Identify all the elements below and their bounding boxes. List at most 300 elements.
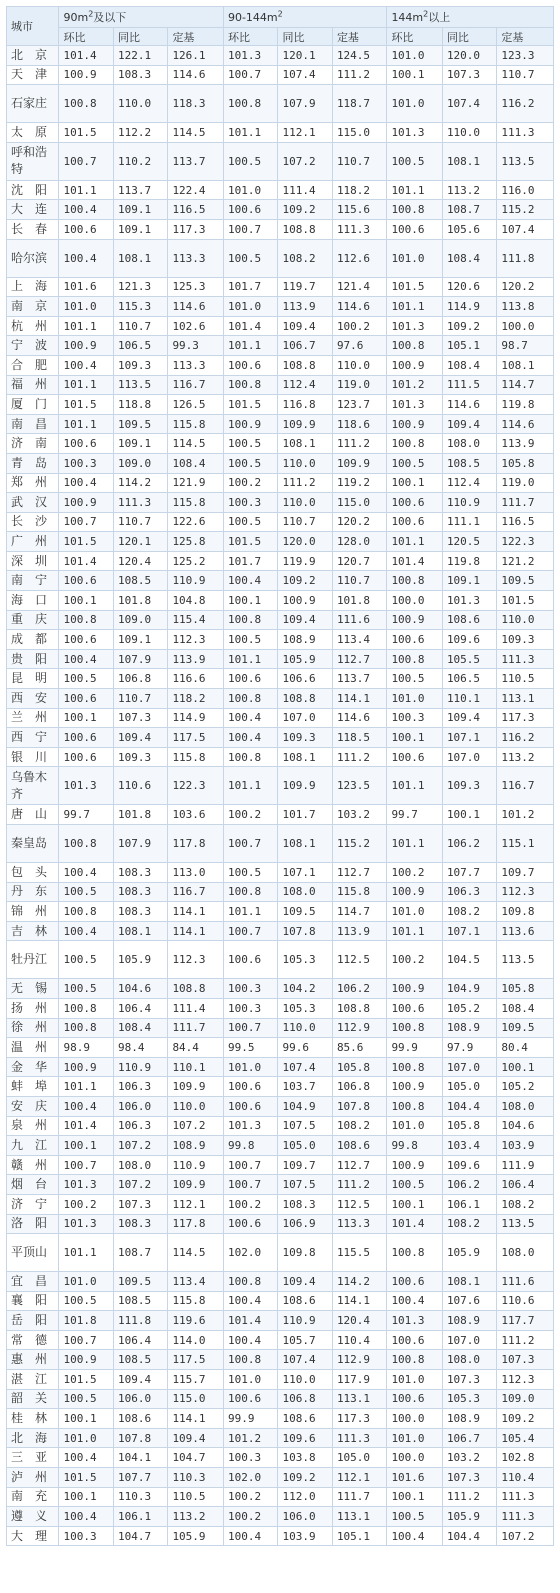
value-cell: 103.8 bbox=[278, 1448, 332, 1468]
value-cell: 100.6 bbox=[387, 1389, 443, 1409]
value-cell: 108.3 bbox=[113, 902, 167, 922]
value-cell: 107.3 bbox=[442, 1468, 496, 1488]
value-cell: 107.8 bbox=[332, 1096, 387, 1116]
value-cell: 107.1 bbox=[442, 921, 496, 941]
value-cell: 116.5 bbox=[168, 200, 224, 220]
value-cell: 100.5 bbox=[59, 1291, 113, 1311]
value-cell: 105.4 bbox=[497, 1428, 554, 1448]
value-cell: 108.0 bbox=[278, 882, 332, 902]
value-cell: 97.6 bbox=[332, 336, 387, 356]
value-cell: 109.5 bbox=[497, 1018, 554, 1038]
value-cell: 106.3 bbox=[442, 882, 496, 902]
table-row bbox=[7, 512, 554, 532]
value-cell: 100.9 bbox=[387, 882, 443, 902]
table-row bbox=[7, 1057, 554, 1077]
city-cell: 哈尔滨 bbox=[7, 239, 59, 277]
value-cell: 101.0 bbox=[387, 1428, 443, 1448]
table-row bbox=[7, 277, 554, 297]
value-cell: 124.5 bbox=[332, 46, 387, 66]
value-cell: 101.1 bbox=[387, 297, 443, 317]
value-cell: 101.3 bbox=[387, 316, 443, 336]
value-cell: 112.9 bbox=[332, 1350, 387, 1370]
value-cell: 111.9 bbox=[497, 1155, 554, 1175]
value-cell: 113.5 bbox=[497, 142, 554, 180]
value-cell: 100.6 bbox=[223, 355, 277, 375]
city-cell: 大 理 bbox=[7, 1526, 59, 1546]
city-cell: 大 连 bbox=[7, 200, 59, 220]
value-cell: 120.2 bbox=[497, 277, 554, 297]
value-cell: 113.1 bbox=[332, 1507, 387, 1527]
value-cell: 99.9 bbox=[387, 1038, 443, 1058]
value-cell: 121.3 bbox=[113, 277, 167, 297]
value-cell: 108.3 bbox=[113, 1214, 167, 1234]
value-cell: 107.4 bbox=[442, 85, 496, 123]
value-cell: 108.7 bbox=[113, 1234, 167, 1272]
header-base: 定基 bbox=[332, 28, 387, 46]
table-row bbox=[7, 1234, 554, 1272]
value-cell: 110.0 bbox=[278, 1370, 332, 1390]
value-cell: 100.4 bbox=[59, 1448, 113, 1468]
value-cell: 101.0 bbox=[59, 297, 113, 317]
value-cell: 101.1 bbox=[59, 1077, 113, 1097]
value-cell: 101.4 bbox=[387, 1214, 443, 1234]
value-cell: 114.1 bbox=[168, 1409, 224, 1429]
value-cell: 114.7 bbox=[497, 375, 554, 395]
table-row bbox=[7, 1272, 554, 1292]
value-cell: 106.4 bbox=[113, 998, 167, 1018]
value-cell: 112.7 bbox=[332, 649, 387, 669]
value-cell: 115.0 bbox=[332, 123, 387, 143]
header-yoy: 同比 bbox=[442, 28, 496, 46]
city-cell: 天 津 bbox=[7, 65, 59, 85]
value-cell: 115.6 bbox=[332, 200, 387, 220]
value-cell: 108.9 bbox=[442, 1409, 496, 1429]
value-cell: 111.7 bbox=[497, 493, 554, 513]
value-cell: 101.6 bbox=[59, 277, 113, 297]
value-cell: 100.8 bbox=[387, 1350, 443, 1370]
value-cell: 115.8 bbox=[168, 747, 224, 767]
value-cell: 113.9 bbox=[332, 921, 387, 941]
value-cell: 100.6 bbox=[59, 747, 113, 767]
value-cell: 100.6 bbox=[223, 1096, 277, 1116]
value-cell: 107.9 bbox=[113, 825, 167, 863]
value-cell: 100.9 bbox=[223, 414, 277, 434]
table-row bbox=[7, 1428, 554, 1448]
value-cell: 101.7 bbox=[223, 277, 277, 297]
value-cell: 84.4 bbox=[168, 1038, 224, 1058]
table-row bbox=[7, 708, 554, 728]
value-cell: 100.3 bbox=[387, 708, 443, 728]
header-yoy: 同比 bbox=[278, 28, 332, 46]
value-cell: 109.0 bbox=[113, 453, 167, 473]
value-cell: 108.5 bbox=[113, 1350, 167, 1370]
value-cell: 110.9 bbox=[442, 493, 496, 513]
value-cell: 100.4 bbox=[387, 1526, 443, 1546]
value-cell: 117.9 bbox=[332, 1370, 387, 1390]
value-cell: 101.3 bbox=[387, 123, 443, 143]
value-cell: 108.9 bbox=[442, 1018, 496, 1038]
value-cell: 100.5 bbox=[59, 1389, 113, 1409]
value-cell: 100.7 bbox=[59, 512, 113, 532]
city-cell: 福 州 bbox=[7, 375, 59, 395]
value-cell: 116.2 bbox=[497, 85, 554, 123]
value-cell: 100.8 bbox=[387, 1018, 443, 1038]
value-cell: 100.1 bbox=[387, 1487, 443, 1507]
value-cell: 109.2 bbox=[497, 1409, 554, 1429]
value-cell: 100.8 bbox=[387, 336, 443, 356]
table-row bbox=[7, 1507, 554, 1527]
value-cell: 100.2 bbox=[223, 805, 277, 825]
value-cell: 100.6 bbox=[59, 571, 113, 591]
value-cell: 118.2 bbox=[332, 180, 387, 200]
value-cell: 112.3 bbox=[497, 1370, 554, 1390]
value-cell: 110.0 bbox=[442, 123, 496, 143]
value-cell: 105.0 bbox=[332, 1448, 387, 1468]
value-cell: 101.3 bbox=[387, 1311, 443, 1331]
value-cell: 117.3 bbox=[497, 708, 554, 728]
value-cell: 100.5 bbox=[223, 863, 277, 883]
header-city: 城市 bbox=[7, 7, 59, 46]
value-cell: 103.9 bbox=[497, 1136, 554, 1156]
value-cell: 101.1 bbox=[387, 767, 443, 805]
value-cell: 104.5 bbox=[442, 941, 496, 979]
value-cell: 105.0 bbox=[442, 1077, 496, 1097]
table-row bbox=[7, 649, 554, 669]
value-cell: 107.1 bbox=[442, 728, 496, 748]
value-cell: 115.2 bbox=[497, 200, 554, 220]
value-cell: 101.5 bbox=[59, 1370, 113, 1390]
value-cell: 100.3 bbox=[59, 1526, 113, 1546]
value-cell: 100.5 bbox=[387, 453, 443, 473]
value-cell: 109.2 bbox=[278, 571, 332, 591]
value-cell: 112.9 bbox=[332, 1018, 387, 1038]
value-cell: 122.3 bbox=[497, 532, 554, 552]
table-row bbox=[7, 1389, 554, 1409]
city-cell: 锦 州 bbox=[7, 902, 59, 922]
city-cell: 乌鲁木齐 bbox=[7, 767, 59, 805]
value-cell: 100.8 bbox=[387, 200, 443, 220]
value-cell: 100.1 bbox=[59, 1136, 113, 1156]
table-row bbox=[7, 1448, 554, 1468]
value-cell: 115.1 bbox=[497, 825, 554, 863]
value-cell: 114.5 bbox=[168, 1234, 224, 1272]
value-cell: 100.1 bbox=[442, 805, 496, 825]
value-cell: 119.0 bbox=[497, 473, 554, 493]
value-cell: 109.1 bbox=[113, 434, 167, 454]
value-cell: 100.9 bbox=[59, 1350, 113, 1370]
value-cell: 112.3 bbox=[168, 941, 224, 979]
value-cell: 108.9 bbox=[442, 1311, 496, 1331]
value-cell: 108.8 bbox=[278, 355, 332, 375]
value-cell: 108.6 bbox=[278, 1291, 332, 1311]
value-cell: 110.0 bbox=[278, 453, 332, 473]
city-cell: 蚌 埠 bbox=[7, 1077, 59, 1097]
value-cell: 109.9 bbox=[168, 1077, 224, 1097]
value-cell: 101.5 bbox=[497, 591, 554, 611]
value-cell: 101.1 bbox=[59, 375, 113, 395]
value-cell: 104.8 bbox=[168, 591, 224, 611]
value-cell: 110.7 bbox=[497, 65, 554, 85]
value-cell: 110.4 bbox=[332, 1330, 387, 1350]
header-row-groups bbox=[7, 7, 554, 28]
value-cell: 109.6 bbox=[442, 1155, 496, 1175]
city-cell: 太 原 bbox=[7, 123, 59, 143]
table-row bbox=[7, 921, 554, 941]
value-cell: 110.0 bbox=[113, 85, 167, 123]
value-cell: 100.8 bbox=[223, 747, 277, 767]
value-cell: 119.7 bbox=[278, 277, 332, 297]
value-cell: 109.7 bbox=[278, 1155, 332, 1175]
table-row bbox=[7, 902, 554, 922]
value-cell: 100.8 bbox=[223, 1272, 277, 1292]
table-row bbox=[7, 1116, 554, 1136]
value-cell: 101.1 bbox=[223, 336, 277, 356]
value-cell: 111.1 bbox=[442, 512, 496, 532]
city-cell: 成 都 bbox=[7, 630, 59, 650]
value-cell: 100.9 bbox=[387, 1155, 443, 1175]
value-cell: 100.7 bbox=[59, 1330, 113, 1350]
table-row bbox=[7, 180, 554, 200]
value-cell: 108.0 bbox=[113, 1155, 167, 1175]
value-cell: 100.9 bbox=[387, 414, 443, 434]
header-row-metrics bbox=[7, 28, 554, 46]
value-cell: 112.0 bbox=[278, 1487, 332, 1507]
value-cell: 118.3 bbox=[168, 85, 224, 123]
city-cell: 石家庄 bbox=[7, 85, 59, 123]
value-cell: 109.8 bbox=[497, 902, 554, 922]
value-cell: 101.1 bbox=[223, 767, 277, 805]
table-row bbox=[7, 434, 554, 454]
value-cell: 100.4 bbox=[223, 1526, 277, 1546]
value-cell: 104.7 bbox=[113, 1526, 167, 1546]
value-cell: 118.6 bbox=[332, 414, 387, 434]
value-cell: 108.9 bbox=[168, 1136, 224, 1156]
value-cell: 106.7 bbox=[278, 336, 332, 356]
table-row bbox=[7, 375, 554, 395]
header-group-small: $90m^2$及以下 bbox=[59, 7, 224, 28]
value-cell: 100.8 bbox=[223, 375, 277, 395]
city-cell: 兰 州 bbox=[7, 708, 59, 728]
value-cell: 100.4 bbox=[387, 1291, 443, 1311]
value-cell: 110.3 bbox=[168, 1468, 224, 1488]
value-cell: 109.4 bbox=[278, 316, 332, 336]
city-cell: 扬 州 bbox=[7, 998, 59, 1018]
value-cell: 100.8 bbox=[59, 902, 113, 922]
value-cell: 100.3 bbox=[223, 493, 277, 513]
value-cell: 100.5 bbox=[59, 669, 113, 689]
value-cell: 114.6 bbox=[497, 414, 554, 434]
value-cell: 101.8 bbox=[59, 1311, 113, 1331]
value-cell: 118.7 bbox=[332, 85, 387, 123]
value-cell: 109.9 bbox=[168, 1175, 224, 1195]
city-cell: 泉 州 bbox=[7, 1116, 59, 1136]
value-cell: 116.7 bbox=[497, 767, 554, 805]
value-cell: 108.0 bbox=[497, 1096, 554, 1116]
value-cell: 113.9 bbox=[278, 297, 332, 317]
value-cell: 109.4 bbox=[113, 728, 167, 748]
value-cell: 101.3 bbox=[59, 767, 113, 805]
value-cell: 115.4 bbox=[168, 610, 224, 630]
value-cell: 100.6 bbox=[387, 747, 443, 767]
city-cell: 吉 林 bbox=[7, 921, 59, 941]
value-cell: 110.4 bbox=[497, 1468, 554, 1488]
value-cell: 100.5 bbox=[223, 630, 277, 650]
value-cell: 107.3 bbox=[113, 708, 167, 728]
header-base: 定基 bbox=[168, 28, 224, 46]
value-cell: 114.6 bbox=[168, 65, 224, 85]
value-cell: 100.1 bbox=[387, 1194, 443, 1214]
value-cell: 101.7 bbox=[278, 805, 332, 825]
value-cell: 108.2 bbox=[497, 1194, 554, 1214]
value-cell: 104.4 bbox=[442, 1096, 496, 1116]
value-cell: 103.2 bbox=[332, 805, 387, 825]
value-cell: 99.6 bbox=[278, 1038, 332, 1058]
value-cell: 100.1 bbox=[387, 473, 443, 493]
value-cell: 104.4 bbox=[442, 1526, 496, 1546]
value-cell: 108.4 bbox=[442, 355, 496, 375]
value-cell: 100.9 bbox=[59, 336, 113, 356]
value-cell: 113.1 bbox=[332, 1389, 387, 1409]
table-row bbox=[7, 1038, 554, 1058]
value-cell: 100.6 bbox=[59, 434, 113, 454]
value-cell: 101.2 bbox=[223, 1428, 277, 1448]
value-cell: 100.6 bbox=[223, 200, 277, 220]
value-cell: 105.9 bbox=[442, 1234, 496, 1272]
value-cell: 110.6 bbox=[113, 767, 167, 805]
city-cell: 秦皇岛 bbox=[7, 825, 59, 863]
value-cell: 108.3 bbox=[113, 65, 167, 85]
table-row bbox=[7, 1018, 554, 1038]
value-cell: 100.2 bbox=[223, 1487, 277, 1507]
value-cell: 101.0 bbox=[387, 1116, 443, 1136]
value-cell: 99.8 bbox=[387, 1136, 443, 1156]
value-cell: 111.5 bbox=[442, 375, 496, 395]
city-cell: 九 江 bbox=[7, 1136, 59, 1156]
city-cell: 徐 州 bbox=[7, 1018, 59, 1038]
value-cell: 114.0 bbox=[168, 1330, 224, 1350]
value-cell: 109.4 bbox=[278, 610, 332, 630]
value-cell: 108.5 bbox=[113, 1291, 167, 1311]
value-cell: 109.6 bbox=[278, 1428, 332, 1448]
value-cell: 109.9 bbox=[278, 414, 332, 434]
value-cell: 100.5 bbox=[59, 941, 113, 979]
value-cell: 108.6 bbox=[332, 1136, 387, 1156]
city-cell: 宜 昌 bbox=[7, 1272, 59, 1292]
table-row bbox=[7, 1096, 554, 1116]
value-cell: 106.4 bbox=[113, 1330, 167, 1350]
city-cell: 包 头 bbox=[7, 863, 59, 883]
city-cell: 上 海 bbox=[7, 277, 59, 297]
value-cell: 99.9 bbox=[223, 1409, 277, 1429]
value-cell: 115.2 bbox=[332, 825, 387, 863]
table-row bbox=[7, 689, 554, 709]
value-cell: 101.3 bbox=[442, 591, 496, 611]
table-row bbox=[7, 336, 554, 356]
value-cell: 100.7 bbox=[59, 1155, 113, 1175]
value-cell: 120.4 bbox=[332, 1311, 387, 1331]
value-cell: 111.2 bbox=[332, 747, 387, 767]
value-cell: 101.8 bbox=[113, 805, 167, 825]
value-cell: 100.6 bbox=[387, 493, 443, 513]
value-cell: 100.5 bbox=[59, 979, 113, 999]
value-cell: 104.2 bbox=[278, 979, 332, 999]
value-cell: 100.8 bbox=[59, 610, 113, 630]
value-cell: 107.0 bbox=[442, 1330, 496, 1350]
value-cell: 113.1 bbox=[497, 689, 554, 709]
value-cell: 101.5 bbox=[59, 1468, 113, 1488]
value-cell: 101.2 bbox=[387, 375, 443, 395]
value-cell: 101.4 bbox=[59, 551, 113, 571]
value-cell: 112.5 bbox=[332, 941, 387, 979]
value-cell: 100.4 bbox=[223, 1330, 277, 1350]
table-row bbox=[7, 46, 554, 66]
value-cell: 101.5 bbox=[59, 532, 113, 552]
table-row bbox=[7, 1136, 554, 1156]
value-cell: 119.0 bbox=[332, 375, 387, 395]
value-cell: 113.3 bbox=[168, 239, 224, 277]
value-cell: 100.5 bbox=[223, 453, 277, 473]
value-cell: 109.3 bbox=[113, 747, 167, 767]
value-cell: 109.1 bbox=[113, 200, 167, 220]
header-group-mid: $90-144m^2$ bbox=[223, 7, 386, 28]
table-row bbox=[7, 571, 554, 591]
table-row bbox=[7, 1077, 554, 1097]
value-cell: 105.9 bbox=[278, 649, 332, 669]
value-cell: 105.3 bbox=[278, 998, 332, 1018]
value-cell: 125.8 bbox=[168, 532, 224, 552]
value-cell: 101.3 bbox=[223, 46, 277, 66]
value-cell: 125.3 bbox=[168, 277, 224, 297]
value-cell: 120.1 bbox=[113, 532, 167, 552]
value-cell: 101.8 bbox=[113, 591, 167, 611]
value-cell: 112.1 bbox=[168, 1194, 224, 1214]
value-cell: 107.1 bbox=[278, 863, 332, 883]
value-cell: 107.2 bbox=[113, 1136, 167, 1156]
value-cell: 106.0 bbox=[113, 1096, 167, 1116]
value-cell: 110.0 bbox=[332, 355, 387, 375]
value-cell: 109.5 bbox=[113, 414, 167, 434]
value-cell: 105.1 bbox=[332, 1526, 387, 1546]
value-cell: 102.0 bbox=[223, 1468, 277, 1488]
value-cell: 113.3 bbox=[168, 355, 224, 375]
value-cell: 109.9 bbox=[332, 453, 387, 473]
value-cell: 100.4 bbox=[59, 200, 113, 220]
value-cell: 112.4 bbox=[278, 375, 332, 395]
table-row bbox=[7, 591, 554, 611]
value-cell: 107.0 bbox=[442, 747, 496, 767]
value-cell: 101.3 bbox=[59, 1214, 113, 1234]
value-cell: 101.1 bbox=[223, 902, 277, 922]
value-cell: 108.1 bbox=[113, 239, 167, 277]
value-cell: 112.6 bbox=[332, 239, 387, 277]
value-cell: 103.7 bbox=[278, 1077, 332, 1097]
city-cell: 金 华 bbox=[7, 1057, 59, 1077]
value-cell: 126.5 bbox=[168, 395, 224, 415]
city-cell: 泸 州 bbox=[7, 1468, 59, 1488]
city-cell: 广 州 bbox=[7, 532, 59, 552]
value-cell: 114.5 bbox=[168, 123, 224, 143]
value-cell: 100.8 bbox=[387, 1096, 443, 1116]
city-cell: 西 宁 bbox=[7, 728, 59, 748]
value-cell: 106.9 bbox=[278, 1214, 332, 1234]
value-cell: 101.0 bbox=[387, 1370, 443, 1390]
value-cell: 101.4 bbox=[387, 551, 443, 571]
value-cell: 118.2 bbox=[168, 689, 224, 709]
table-row bbox=[7, 1194, 554, 1214]
value-cell: 100.4 bbox=[59, 649, 113, 669]
value-cell: 108.1 bbox=[278, 825, 332, 863]
value-cell: 107.3 bbox=[442, 65, 496, 85]
